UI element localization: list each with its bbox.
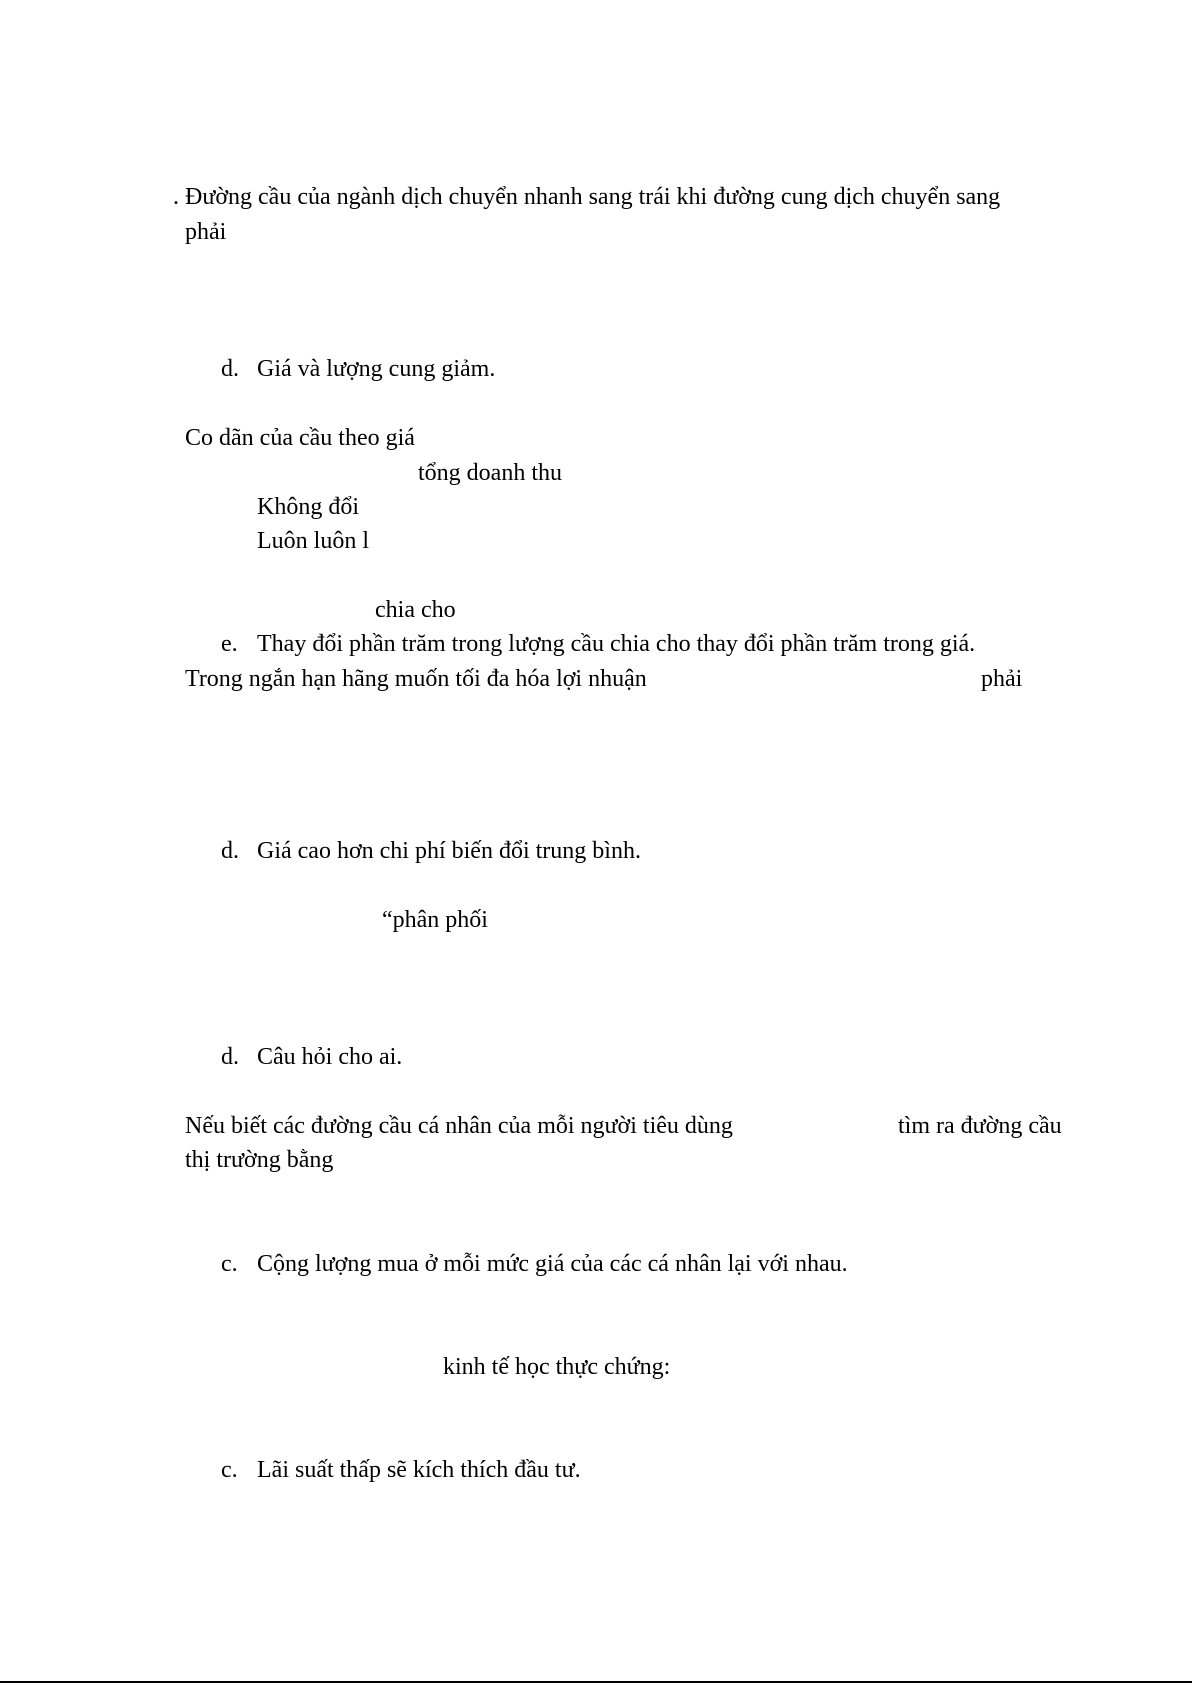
question-5-answer: Cộng lượng mua ở mỗi mức giá của các cá nhân lại với nhau. [257, 1251, 848, 1277]
question-4-answer: Câu hỏi cho ai. [257, 1044, 403, 1070]
question-1-text: Đường cầu của ngành dịch chuyển nhanh sang trái khi đường cung dịch chuyển sang [185, 184, 1001, 210]
question-2-fragment: tổng doanh thu [418, 460, 562, 486]
question-5-text-cont: thị trường bằng [185, 1147, 334, 1173]
question-1-answer: Giá và lượng cung giảm. [257, 356, 496, 382]
question-1-marker: . [173, 184, 179, 210]
question-1-text-cont: phải [185, 219, 227, 245]
question-6-answer-letter: c. [221, 1457, 238, 1483]
question-3-text-end: phải [981, 666, 1023, 692]
question-5-text: Nếu biết các đường cầu cá nhân của mỗi người tiêu dùng [185, 1113, 733, 1139]
question-2-fragment: chia cho [375, 597, 456, 623]
question-5-answer-letter: c. [221, 1251, 238, 1277]
question-2-text: Co dãn của cầu theo giá [185, 425, 415, 451]
question-6-answer: Lãi suất thấp sẽ kích thích đầu tư. [257, 1457, 581, 1483]
question-6-text: kinh tế học thực chứng: [443, 1354, 671, 1380]
question-2-option-fragment: Không đổi [257, 494, 359, 520]
question-2-answer-letter: e. [221, 631, 238, 657]
question-4-text: “phân phối [382, 907, 488, 933]
question-2-answer: Thay đổi phần trăm trong lượng cầu chia cho thay đổi phần trăm trong giá. [257, 631, 976, 657]
page-bottom-border [0, 1681, 1192, 1683]
question-3-answer-letter: d. [221, 838, 239, 864]
question-2-option-fragment: Luôn luôn l [257, 528, 369, 554]
question-3-text: Trong ngắn hạn hãng muốn tối đa hóa lợi nhuận [185, 666, 647, 692]
question-3-answer: Giá cao hơn chi phí biến đổi trung bình. [257, 838, 641, 864]
question-1-answer-letter: d. [221, 356, 239, 382]
question-4-answer-letter: d. [221, 1044, 239, 1070]
question-5-text-right: tìm ra đường cầu [898, 1113, 1062, 1139]
